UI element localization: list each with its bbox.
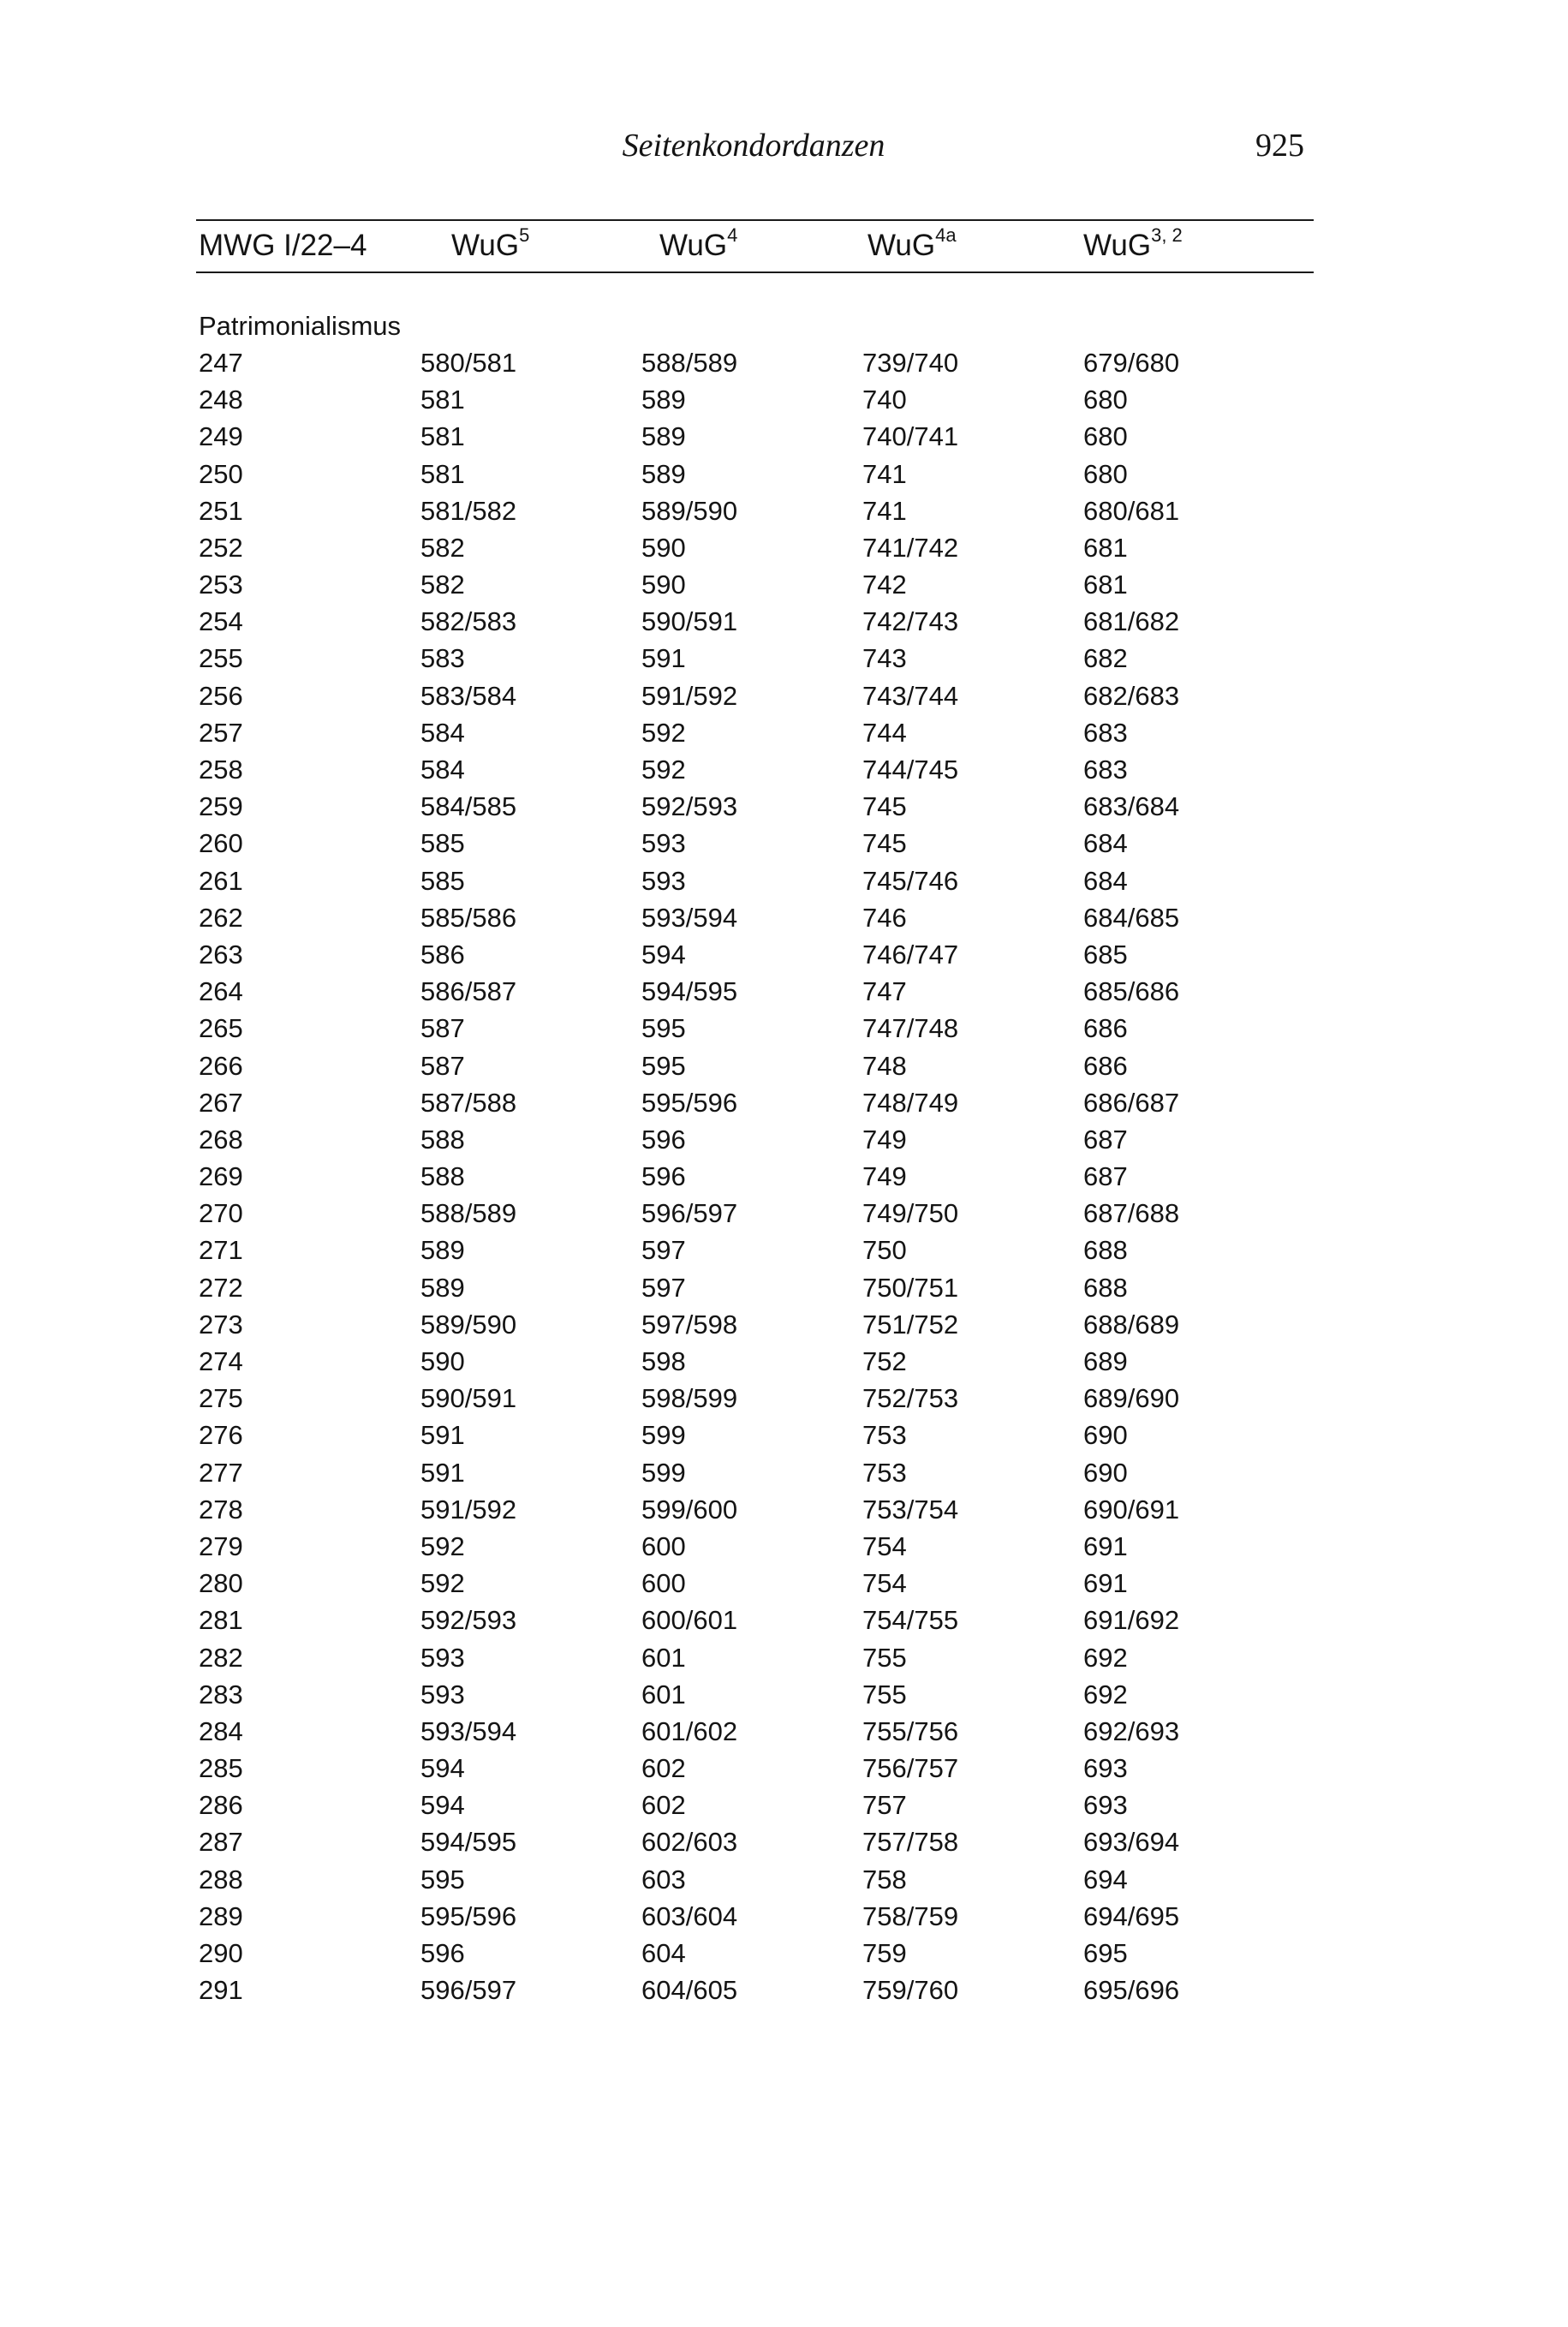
cell-wug4: 588/589 [641, 347, 738, 378]
cell-wug3-2: 682/683 [1083, 680, 1180, 711]
cell-wug4a: 751/752 [862, 1309, 959, 1340]
cell-mwg: 267 [199, 1087, 243, 1118]
cell-wug5: 595 [420, 1864, 465, 1894]
cell-wug5: 586/587 [420, 976, 517, 1007]
cell-wug3-2: 691 [1083, 1530, 1128, 1561]
table-row [196, 1047, 1314, 1084]
cell-wug3-2: 688 [1083, 1272, 1128, 1303]
cell-wug5: 580/581 [420, 347, 517, 378]
cell-wug4a: 756/757 [862, 1753, 959, 1784]
table-row [196, 899, 1314, 936]
cell-mwg: 265 [199, 1013, 243, 1044]
table-row [196, 1676, 1314, 1713]
cell-mwg: 247 [199, 347, 243, 378]
cell-wug5: 594/595 [420, 1827, 517, 1858]
cell-wug5: 587 [420, 1013, 465, 1044]
cell-mwg: 268 [199, 1124, 243, 1155]
cell-mwg: 277 [199, 1457, 243, 1488]
cell-wug5: 587/588 [420, 1087, 517, 1118]
cell-wug5: 581 [420, 458, 465, 489]
cell-mwg: 253 [199, 570, 243, 600]
cell-wug3-2: 683 [1083, 755, 1128, 785]
table-header-row [196, 221, 1314, 271]
cell-wug4a: 741 [862, 458, 907, 489]
cell-wug5: 593 [420, 1679, 465, 1709]
cell-wug5: 591/592 [420, 1494, 517, 1524]
cell-wug5: 592/593 [420, 1605, 517, 1636]
cell-wug3-2: 682 [1083, 643, 1128, 674]
cell-wug3-2: 686/687 [1083, 1087, 1180, 1118]
cell-mwg: 291 [199, 1975, 243, 2006]
cell-wug4: 592 [641, 755, 686, 785]
table-row [196, 419, 1314, 456]
cell-wug4: 590/591 [641, 606, 738, 637]
cell-mwg: 280 [199, 1568, 243, 1599]
cell-wug4: 597/598 [641, 1309, 738, 1340]
cell-wug4a: 754/755 [862, 1605, 959, 1636]
cell-wug5: 585 [420, 828, 465, 859]
cell-wug3-2: 694 [1083, 1864, 1128, 1894]
cell-mwg: 284 [199, 1715, 243, 1746]
table-row [196, 1381, 1314, 1417]
cell-wug5: 591 [420, 1420, 465, 1451]
cell-wug4a: 757/758 [862, 1827, 959, 1858]
cell-mwg: 276 [199, 1420, 243, 1451]
cell-wug3-2: 694/695 [1083, 1900, 1180, 1931]
table-row [196, 492, 1314, 529]
cell-wug3-2: 681 [1083, 532, 1128, 563]
cell-wug4a: 750/751 [862, 1272, 959, 1303]
cell-wug3-2: 692 [1083, 1642, 1128, 1673]
cell-mwg: 273 [199, 1309, 243, 1340]
cell-wug4: 597 [641, 1235, 686, 1266]
cell-mwg: 281 [199, 1605, 243, 1636]
cell-wug4: 596 [641, 1161, 686, 1192]
cell-wug5: 589/590 [420, 1309, 517, 1340]
cell-wug5: 589 [420, 1272, 465, 1303]
cell-mwg: 263 [199, 939, 243, 970]
section-row [196, 307, 1314, 344]
table-row [196, 1232, 1314, 1269]
cell-mwg: 266 [199, 1050, 243, 1081]
cell-wug4a: 759/760 [862, 1975, 959, 2006]
table-row [196, 529, 1314, 566]
cell-mwg: 282 [199, 1642, 243, 1673]
cell-wug4a: 745 [862, 828, 907, 859]
cell-wug4: 589 [641, 458, 686, 489]
column-header-wug3-2: WuG$^{3, 2}$ [1083, 224, 1183, 262]
cell-mwg: 264 [199, 976, 243, 1007]
cell-wug5: 593/594 [420, 1715, 517, 1746]
cell-wug4a: 743 [862, 643, 907, 674]
cell-wug4: 597 [641, 1272, 686, 1303]
cell-mwg: 260 [199, 828, 243, 859]
cell-wug4: 602 [641, 1790, 686, 1821]
table-row [196, 862, 1314, 899]
cell-wug5: 586 [420, 939, 465, 970]
table-row [196, 751, 1314, 788]
table-row [196, 1566, 1314, 1602]
cell-wug5: 590/591 [420, 1383, 517, 1414]
cell-wug3-2: 684 [1083, 828, 1128, 859]
cell-wug3-2: 683 [1083, 717, 1128, 748]
cell-wug3-2: 693/694 [1083, 1827, 1180, 1858]
table-row [196, 974, 1314, 1011]
cell-wug5: 583 [420, 643, 465, 674]
cell-wug5: 588 [420, 1161, 465, 1192]
cell-wug4a: 746 [862, 902, 907, 933]
cell-wug4a: 757 [862, 1790, 907, 1821]
cell-wug4a: 742/743 [862, 606, 959, 637]
cell-wug4a: 755 [862, 1679, 907, 1709]
cell-wug4: 600 [641, 1568, 686, 1599]
cell-wug4: 593 [641, 865, 686, 896]
table-row [196, 1417, 1314, 1454]
cell-wug4a: 755 [862, 1642, 907, 1673]
cell-mwg: 279 [199, 1530, 243, 1561]
cell-wug4a: 753 [862, 1420, 907, 1451]
table-row [196, 1528, 1314, 1565]
cell-wug3-2: 680 [1083, 385, 1128, 415]
cell-mwg: 248 [199, 385, 243, 415]
table-row [196, 1751, 1314, 1787]
cell-wug4a: 749/750 [862, 1198, 959, 1229]
cell-wug3-2: 685/686 [1083, 976, 1180, 1007]
cell-wug5: 589 [420, 1235, 465, 1266]
cell-mwg: 270 [199, 1198, 243, 1229]
cell-wug5: 594 [420, 1753, 465, 1784]
cell-mwg: 261 [199, 865, 243, 896]
cell-wug4a: 739/740 [862, 347, 959, 378]
cell-wug5: 582 [420, 570, 465, 600]
cell-wug4: 593/594 [641, 902, 738, 933]
cell-wug4: 602 [641, 1753, 686, 1784]
cell-wug3-2: 690 [1083, 1420, 1128, 1451]
table-row [196, 1824, 1314, 1861]
table-row [196, 789, 1314, 826]
cell-wug3-2: 686 [1083, 1050, 1128, 1081]
cell-wug5: 595/596 [420, 1900, 517, 1931]
table-row [196, 1121, 1314, 1158]
cell-wug4a: 748 [862, 1050, 907, 1081]
table-row [196, 1269, 1314, 1306]
cell-wug4a: 754 [862, 1530, 907, 1561]
cell-wug3-2: 693 [1083, 1790, 1128, 1821]
cell-wug3-2: 681 [1083, 570, 1128, 600]
cell-wug3-2: 680/681 [1083, 495, 1180, 526]
table-row [196, 567, 1314, 604]
table-row [196, 826, 1314, 862]
cell-mwg: 275 [199, 1383, 243, 1414]
running-title: Seitenkondordanzen [622, 128, 885, 164]
cell-mwg: 286 [199, 1790, 243, 1821]
cell-wug4a: 753/754 [862, 1494, 959, 1524]
cell-wug3-2: 687/688 [1083, 1198, 1180, 1229]
cell-wug4: 599 [641, 1420, 686, 1451]
cell-wug3-2: 691 [1083, 1568, 1128, 1599]
cell-wug4a: 744/745 [862, 755, 959, 785]
cell-wug4a: 741 [862, 495, 907, 526]
cell-wug3-2: 689 [1083, 1346, 1128, 1377]
table-row [196, 1861, 1314, 1898]
table-row [196, 1787, 1314, 1824]
column-header-wug4: WuG$^4$ [659, 224, 738, 262]
cell-wug5: 584 [420, 755, 465, 785]
header-spacer [196, 271, 1314, 307]
cell-mwg: 255 [199, 643, 243, 674]
cell-mwg: 283 [199, 1679, 243, 1709]
cell-mwg: 262 [199, 902, 243, 933]
table-row [196, 1491, 1314, 1528]
cell-wug4a: 755/756 [862, 1715, 959, 1746]
concordance-table [196, 221, 1314, 2009]
cell-wug3-2: 680 [1083, 421, 1128, 452]
cell-wug4: 595 [641, 1050, 686, 1081]
cell-mwg: 288 [199, 1864, 243, 1894]
cell-mwg: 289 [199, 1900, 243, 1931]
cell-wug4a: 758 [862, 1864, 907, 1894]
cell-wug4a: 752/753 [862, 1383, 959, 1414]
cell-wug4: 604 [641, 1938, 686, 1969]
cell-wug3-2: 688 [1083, 1235, 1128, 1266]
cell-wug4a: 747/748 [862, 1013, 959, 1044]
cell-wug4: 601 [641, 1642, 686, 1673]
cell-mwg: 252 [199, 532, 243, 563]
cell-wug4: 603/604 [641, 1900, 738, 1931]
cell-wug4a: 741/742 [862, 532, 959, 563]
table-row [196, 1343, 1314, 1380]
cell-wug3-2: 692 [1083, 1679, 1128, 1709]
cell-wug4: 591 [641, 643, 686, 674]
cell-wug5: 591 [420, 1457, 465, 1488]
table-row [196, 1196, 1314, 1232]
cell-wug4: 591/592 [641, 680, 738, 711]
cell-mwg: 258 [199, 755, 243, 785]
cell-wug4a: 758/759 [862, 1900, 959, 1931]
table-row [196, 641, 1314, 677]
cell-wug4: 593 [641, 828, 686, 859]
cell-wug5: 581 [420, 385, 465, 415]
table-row [196, 1639, 1314, 1676]
cell-wug4: 594 [641, 939, 686, 970]
column-header-mwg: MWG I/22–4 [199, 229, 367, 262]
cell-wug5: 592 [420, 1530, 465, 1561]
cell-wug4a: 749 [862, 1161, 907, 1192]
cell-wug4: 602/603 [641, 1827, 738, 1858]
cell-wug4a: 745/746 [862, 865, 959, 896]
cell-wug5: 582/583 [420, 606, 517, 637]
table-row [196, 1713, 1314, 1750]
cell-wug4: 595 [641, 1013, 686, 1044]
cell-mwg: 251 [199, 495, 243, 526]
cell-wug5: 588/589 [420, 1198, 517, 1229]
cell-wug5: 593 [420, 1642, 465, 1673]
cell-wug4: 596 [641, 1124, 686, 1155]
cell-wug4a: 745 [862, 791, 907, 822]
cell-wug4a: 740/741 [862, 421, 959, 452]
cell-wug5: 581/582 [420, 495, 517, 526]
cell-mwg: 285 [199, 1753, 243, 1784]
cell-wug5: 594 [420, 1790, 465, 1821]
cell-wug3-2: 693 [1083, 1753, 1128, 1784]
cell-wug4a: 749 [862, 1124, 907, 1155]
cell-wug3-2: 684/685 [1083, 902, 1180, 933]
cell-wug5: 585/586 [420, 902, 517, 933]
column-header-wug4a: WuG$^{4a}$ [867, 224, 957, 262]
table-row [196, 1602, 1314, 1639]
cell-wug4a: 748/749 [862, 1087, 959, 1118]
cell-wug4a: 740 [862, 385, 907, 415]
cell-wug4a: 747 [862, 976, 907, 1007]
cell-wug4: 600/601 [641, 1605, 738, 1636]
table-row [196, 714, 1314, 751]
cell-wug4: 598/599 [641, 1383, 738, 1414]
cell-wug4: 599/600 [641, 1494, 738, 1524]
cell-wug4a: 742 [862, 570, 907, 600]
cell-wug3-2: 681/682 [1083, 606, 1180, 637]
cell-mwg: 274 [199, 1346, 243, 1377]
cell-mwg: 254 [199, 606, 243, 637]
cell-wug3-2: 690/691 [1083, 1494, 1180, 1524]
cell-wug3-2: 687 [1083, 1124, 1128, 1155]
cell-wug4a: 744 [862, 717, 907, 748]
cell-wug4: 596/597 [641, 1198, 738, 1229]
table-row [196, 1084, 1314, 1121]
cell-wug4: 589 [641, 385, 686, 415]
cell-wug4: 594/595 [641, 976, 738, 1007]
cell-wug4a: 759 [862, 1938, 907, 1969]
column-header-wug5: WuG$^5$ [451, 224, 530, 262]
running-head [0, 124, 1568, 176]
cell-wug3-2: 691/692 [1083, 1605, 1180, 1636]
cell-mwg: 269 [199, 1161, 243, 1192]
cell-wug3-2: 683/684 [1083, 791, 1180, 822]
cell-wug5: 596/597 [420, 1975, 517, 2006]
cell-wug3-2: 695/696 [1083, 1975, 1180, 2006]
cell-wug4: 601/602 [641, 1715, 738, 1746]
cell-wug3-2: 695 [1083, 1938, 1128, 1969]
cell-wug5: 584/585 [420, 791, 517, 822]
cell-wug4: 601 [641, 1679, 686, 1709]
cell-wug4: 590 [641, 532, 686, 563]
cell-wug5: 582 [420, 532, 465, 563]
table-row [196, 1935, 1314, 1972]
table-row [196, 1454, 1314, 1491]
table-row [196, 677, 1314, 714]
cell-wug4: 592 [641, 717, 686, 748]
table-row [196, 1306, 1314, 1343]
cell-wug4a: 753 [862, 1457, 907, 1488]
cell-wug4: 604/605 [641, 1975, 738, 2006]
cell-wug4a: 750 [862, 1235, 907, 1266]
cell-wug3-2: 686 [1083, 1013, 1128, 1044]
cell-wug4: 590 [641, 570, 686, 600]
page-number: 925 [1255, 128, 1304, 164]
cell-wug4: 592/593 [641, 791, 738, 822]
cell-wug5: 590 [420, 1346, 465, 1377]
cell-mwg: 249 [199, 421, 243, 452]
cell-wug3-2: 690 [1083, 1457, 1128, 1488]
cell-wug3-2: 689/690 [1083, 1383, 1180, 1414]
cell-wug5: 588 [420, 1124, 465, 1155]
cell-wug3-2: 679/680 [1083, 347, 1180, 378]
table-row [196, 382, 1314, 419]
cell-wug3-2: 692/693 [1083, 1715, 1180, 1746]
cell-mwg: 278 [199, 1494, 243, 1524]
table-row [196, 1972, 1314, 2009]
cell-mwg: 272 [199, 1272, 243, 1303]
table-row [196, 604, 1314, 641]
cell-wug5: 583/584 [420, 680, 517, 711]
cell-wug4: 603 [641, 1864, 686, 1894]
cell-wug4: 589 [641, 421, 686, 452]
cell-mwg: 256 [199, 680, 243, 711]
cell-wug5: 584 [420, 717, 465, 748]
section-title: Patrimonialismus [199, 310, 402, 341]
cell-mwg: 290 [199, 1938, 243, 1969]
cell-wug5: 587 [420, 1050, 465, 1081]
cell-mwg: 250 [199, 458, 243, 489]
cell-wug5: 596 [420, 1938, 465, 1969]
table-row [196, 344, 1314, 381]
cell-wug3-2: 680 [1083, 458, 1128, 489]
cell-wug3-2: 685 [1083, 939, 1128, 970]
table-row [196, 936, 1314, 973]
table-body [196, 271, 1314, 2009]
cell-wug5: 585 [420, 865, 465, 896]
cell-wug4: 599 [641, 1457, 686, 1488]
cell-wug3-2: 684 [1083, 865, 1128, 896]
cell-mwg: 271 [199, 1235, 243, 1266]
cell-wug3-2: 687 [1083, 1161, 1128, 1192]
cell-wug5: 592 [420, 1568, 465, 1599]
cell-wug4: 598 [641, 1346, 686, 1377]
cell-wug5: 581 [420, 421, 465, 452]
cell-wug4: 600 [641, 1530, 686, 1561]
cell-wug3-2: 688/689 [1083, 1309, 1180, 1340]
cell-wug4: 595/596 [641, 1087, 738, 1118]
cell-mwg: 259 [199, 791, 243, 822]
cell-wug4a: 743/744 [862, 680, 959, 711]
table-row [196, 1159, 1314, 1196]
cell-wug4a: 746/747 [862, 939, 959, 970]
cell-wug4a: 752 [862, 1346, 907, 1377]
cell-mwg: 287 [199, 1827, 243, 1858]
cell-mwg: 257 [199, 717, 243, 748]
cell-wug4: 589/590 [641, 495, 738, 526]
table-row [196, 456, 1314, 492]
table-row [196, 1011, 1314, 1047]
cell-wug4a: 754 [862, 1568, 907, 1599]
table-row [196, 1898, 1314, 1935]
